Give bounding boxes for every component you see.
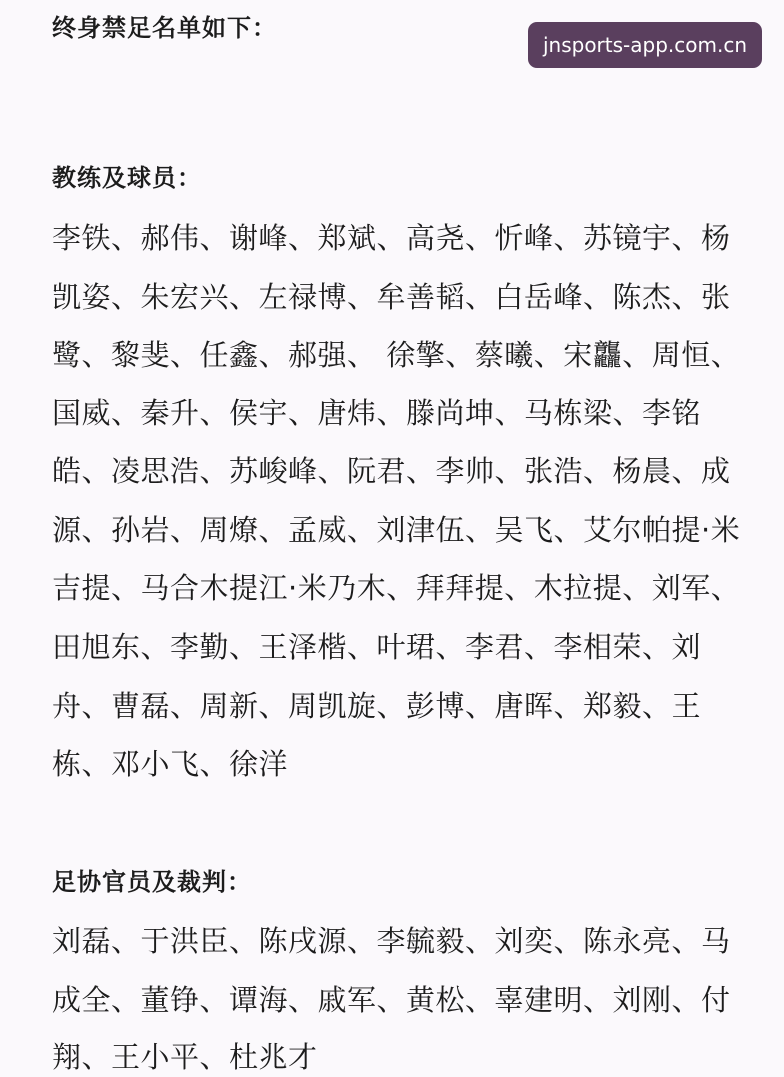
document-title: 终身禁足名单如下： [52, 14, 277, 42]
name-list-line: 成全、董铮、谭海、戚军、黄松、辜建明、刘刚、付 [52, 983, 731, 1017]
name-list-line: 李铁、郝伟、谢峰、郑斌、高尧、忻峰、苏镜宇、杨 [52, 221, 731, 255]
name-list-line: 凯姿、朱宏兴、左禄博、牟善韬、白岳峰、陈杰、张 [52, 280, 731, 314]
section-heading: 足协官员及裁判： [52, 868, 252, 896]
section-heading: 教练及球员： [52, 164, 202, 192]
name-list-line: 源、孙岩、周燎、孟威、刘津伍、吴飞、艾尔帕提·米 [52, 513, 741, 547]
name-list-line: 国威、秦升、侯宇、唐炜、滕尚坤、马栋梁、李铭 [52, 396, 702, 430]
name-list-line: 翔、王小平、杜兆才 [52, 1040, 318, 1074]
name-list-line: 田旭东、李勤、王泽楷、叶珺、李君、李相荣、刘 [52, 630, 702, 664]
name-list-line: 皓、凌思浩、苏峻峰、阮君、李帅、张浩、杨晨、成 [52, 454, 731, 488]
name-list-line: 栋、邓小飞、徐洋 [52, 747, 289, 781]
name-list-line: 鹭、黎斐、任鑫、郝强、 徐擎、蔡曦、宋龘、周恒、 [52, 338, 741, 372]
name-list-line: 舟、曹磊、周新、周凯旋、彭博、唐晖、郑毅、王 [52, 689, 702, 723]
watermark-badge: jnsports-app.com.cn [528, 22, 762, 68]
name-list-line: 吉提、马合木提江·米乃木、拜拜提、木拉提、刘军、 [52, 571, 741, 605]
name-list-line: 刘磊、于洪臣、陈戌源、李毓毅、刘奕、陈永亮、马 [52, 924, 731, 958]
